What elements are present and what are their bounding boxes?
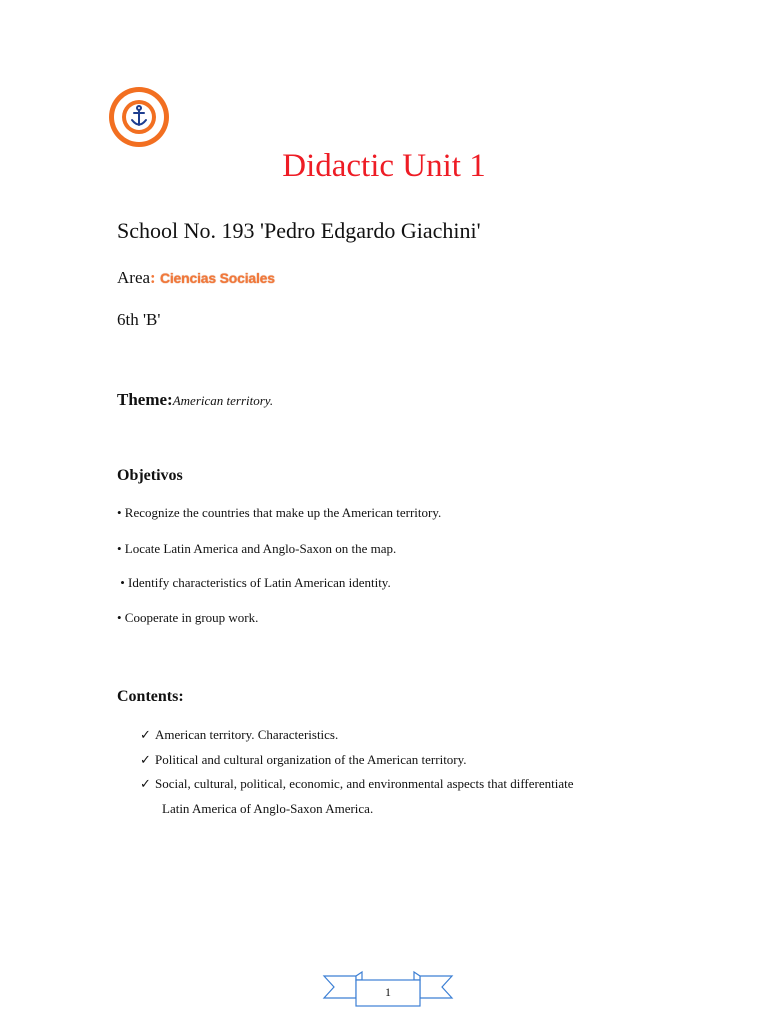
area-label: Area [117,268,151,287]
document-title: Didactic Unit 1 [282,148,486,184]
objective-item: • Identify characteristics of Latin American identity. [117,575,391,590]
content-item [140,751,467,769]
checkmark-icon: ✓ [140,727,151,742]
checkmark-icon: ✓ [140,776,151,791]
objective-item: • Cooperate in group work. [117,610,259,625]
area-line [117,266,275,290]
content-item-text: American territory. Characteristics. [155,727,339,742]
content-item-text: Political and cultural organization of the American territory. [155,752,467,767]
page-number: 1 [385,985,391,999]
theme-value: American territory. [172,393,274,408]
objectives-heading: Objetivos [117,467,183,484]
theme-line [117,388,273,413]
page-footer-ribbon [322,970,454,1008]
content-item-continuation: Latin America of Anglo-Saxon America. [162,801,374,816]
checkmark-icon: ✓ [140,752,151,767]
contents-heading: Contents: [117,688,184,705]
school-seal-anchor-icon [108,86,170,148]
content-item [140,775,574,793]
area-separator: : [150,268,156,287]
content-item [140,726,338,744]
content-item-text: Social, cultural, political, economic, and environmental aspects that differentiate [155,776,574,791]
theme-label: Theme: [117,390,173,409]
area-value: Ciencias Sociales [159,270,275,286]
objective-item: • Locate Latin America and Anglo-Saxon on the map. [117,541,397,556]
objective-item: • Recognize the countries that make up the American territory. [117,505,442,520]
grade: 6th 'B' [117,310,161,329]
school-name: School No. 193 'Pedro Edgardo Giachini' [117,218,481,243]
